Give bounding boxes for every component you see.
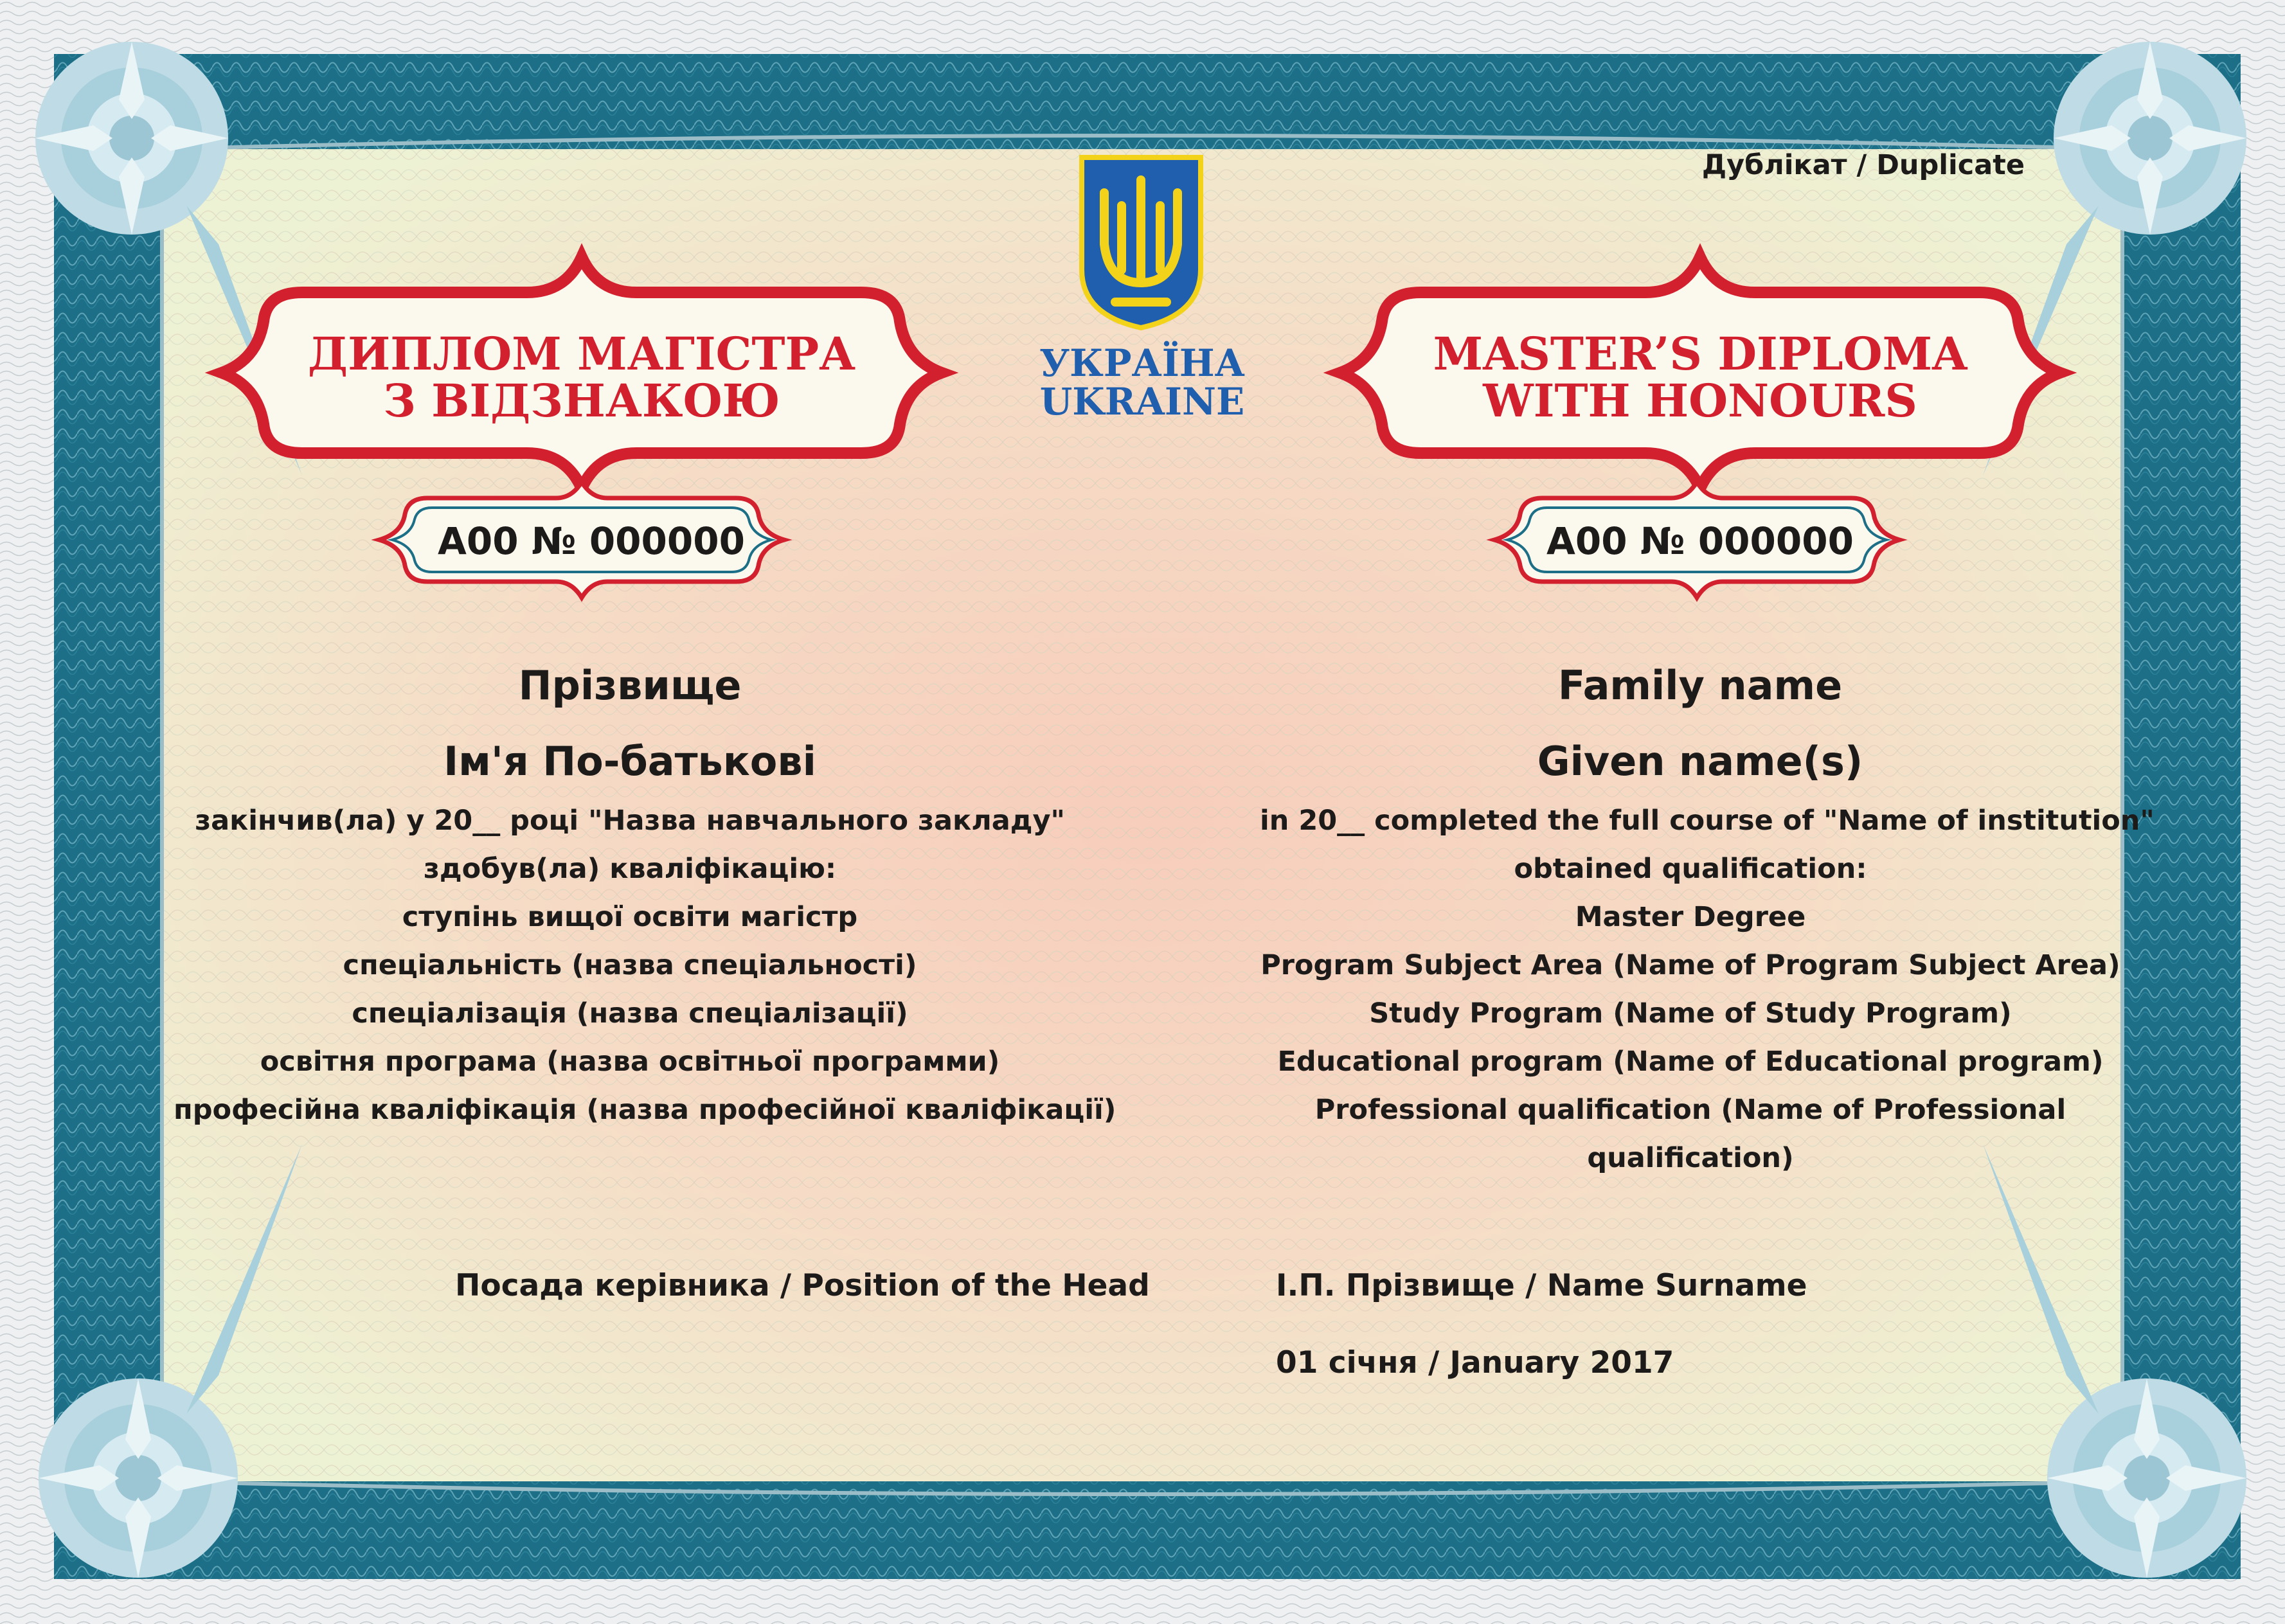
country-en: UKRAINE [1039,380,1245,424]
corner-rosette-bottom-right [2047,1379,2246,1578]
title-left-line1: ДИПЛОМ МАГІСТРА [307,327,856,380]
detail-line-ua-5: спеціалізація (назва спеціалізації) [352,997,908,1030]
detail-line-en-8: qualification) [1587,1142,1794,1174]
detail-line-ua-2: здобув(ла) кваліфікацію: [423,853,837,885]
title-right-line2: WITH HONOURS [1483,374,1917,427]
number-banner-left [379,482,784,598]
diploma-number-left: А00 № 000000 [438,519,745,563]
title-left-line2: З ВІДЗНАКОЮ [383,374,780,427]
detail-line-ua-1: закінчив(ла) у 20__ році "Назва навчального закладу" [195,805,1065,837]
head-name: І.П. Прізвище / Name Surname [1276,1268,1807,1303]
family-name-ua: Прізвище [518,662,742,709]
country-ua: УКРАЇНА [1039,341,1245,385]
corner-rosette-bottom-left [39,1379,238,1578]
detail-line-en-4: Program Subject Area (Name of Program Subject Area) [1260,949,2120,981]
title-right-line1: MASTER’S DIPLOMA [1433,327,1967,380]
details-list-en [1260,797,2155,1182]
head-position: Посада керівника / Position of the Head [455,1268,1150,1303]
title-banner-left [222,257,942,488]
detail-line-ua-6: освітня програма (назва освітньої программи) [260,1046,1000,1078]
detail-line-ua-7: професійна кваліфікація (назва професійної кваліфікації) [174,1094,1116,1126]
diploma-number-right: A00 № 000000 [1546,519,1854,563]
detail-line-en-5: Study Program (Name of Study Program) [1369,997,2012,1030]
details-list-ua [174,797,1116,1134]
duplicate-label: Дублікат / Duplicate [1701,149,2025,181]
detail-line-ua-4: спеціальність (назва спеціальності) [343,949,917,981]
issue-date: 01 січня / January 2017 [1276,1345,1674,1380]
given-name-en: Given name(s) [1537,738,1863,785]
corner-rosette-top-left [35,42,228,235]
title-banner-right [1340,257,2060,488]
detail-line-ua-3: ступінь вищої освіти магістр [402,901,858,933]
given-name-ua: Ім'я По-батькові [444,738,816,785]
detail-line-en-7: Professional qualification (Name of Professional [1314,1094,2066,1126]
number-banner-right [1494,482,1899,598]
detail-line-en-6: Educational program (Name of Educational program) [1277,1046,2104,1078]
family-name-en: Family name [1557,662,1843,709]
corner-rosette-top-right [2054,42,2246,235]
detail-line-en-2: obtained qualification: [1514,853,1867,885]
detail-line-en-3: Master Degree [1575,901,1806,933]
detail-line-en-1: in 20__ completed the full course of "Name of institution" [1260,805,2155,837]
